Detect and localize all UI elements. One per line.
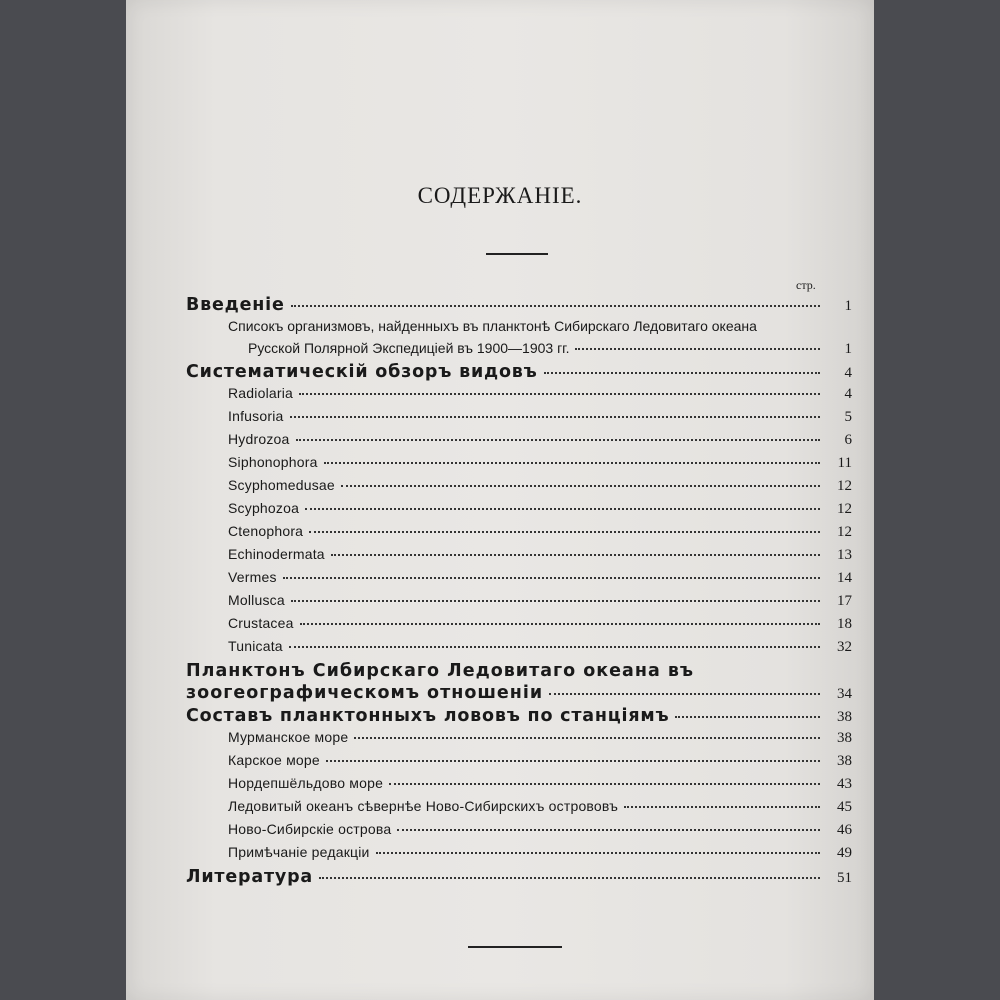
- toc-page-number: 46: [837, 822, 852, 838]
- toc-entry-text: Crustacea: [228, 615, 294, 631]
- toc-entry-echinodermata[interactable]: [186, 546, 852, 569]
- toc-page-number: 12: [837, 524, 852, 540]
- toc-entry-text: Scyphomedusae: [228, 477, 335, 493]
- dot-leader: [354, 737, 820, 739]
- toc-entry-text: Мурманское море: [228, 729, 349, 745]
- toc-page-number: 49: [837, 845, 852, 861]
- dot-leader: [376, 852, 820, 854]
- table-of-contents: [186, 295, 852, 890]
- toc-entry-text: Систематическій обзоръ видовъ: [186, 362, 538, 382]
- title-divider: [486, 253, 548, 255]
- toc-entry-scyphozoa[interactable]: [186, 500, 852, 523]
- toc-entry-text: Списокъ организмовъ, найденныхъ въ планктонѣ Сибирскаго Ледовитаго океана: [228, 318, 757, 334]
- toc-entry-plankton-zoogeography-line2[interactable]: [186, 683, 852, 706]
- toc-page-number: 5: [844, 409, 852, 425]
- toc-entry-text: Vermes: [228, 569, 277, 585]
- toc-page-number: 12: [837, 478, 852, 494]
- dot-leader: [319, 877, 820, 879]
- toc-entry-text: Mollusca: [228, 592, 285, 608]
- toc-entry-text: Примѣчаніе редакціи: [228, 844, 370, 860]
- toc-entry-text: Infusoria: [228, 408, 284, 424]
- bottom-divider: [468, 946, 562, 948]
- dot-leader: [544, 372, 820, 374]
- toc-entry-tunicata[interactable]: [186, 638, 852, 661]
- toc-entry-kara-sea[interactable]: [186, 752, 852, 775]
- toc-entry-text: Echinodermata: [228, 546, 325, 562]
- dot-leader: [289, 646, 820, 648]
- toc-entry-organism-list-line2[interactable]: [186, 340, 852, 362]
- dot-leader: [309, 531, 820, 533]
- toc-page-number: 6: [844, 432, 852, 448]
- toc-entry-scyphomedusae[interactable]: [186, 477, 852, 500]
- toc-page-number: 12: [837, 501, 852, 517]
- toc-entry-mollusca[interactable]: [186, 592, 852, 615]
- toc-entry-organism-list-line1[interactable]: [186, 318, 852, 340]
- page-title: СОДЕРЖАНІЕ.: [417, 183, 583, 208]
- toc-entry-infusoria[interactable]: [186, 408, 852, 431]
- toc-entry-plankton-zoogeography-line1[interactable]: [186, 661, 852, 683]
- toc-entry-crustacea[interactable]: [186, 615, 852, 638]
- toc-entry-text: Ново-Сибирскіе острова: [228, 821, 392, 837]
- dot-leader: [389, 783, 820, 785]
- toc-entry-text: Нордепшёльдово море: [228, 775, 384, 791]
- page-column-label: стр.: [796, 278, 816, 292]
- dot-leader: [291, 600, 820, 602]
- toc-entry-text: Литература: [186, 867, 314, 887]
- dot-leader: [397, 829, 820, 831]
- document-page: [126, 0, 874, 1000]
- toc-entry-systematic-review[interactable]: [186, 362, 852, 385]
- toc-page-number: 4: [844, 365, 852, 381]
- toc-entry-new-siberian-islands[interactable]: [186, 821, 852, 844]
- toc-entry-introduction[interactable]: [186, 295, 852, 318]
- toc-entry-text: Русской Полярной Экспедиціей въ 1900—1903 гг.: [248, 340, 570, 356]
- dot-leader: [299, 393, 820, 395]
- toc-page-number: 38: [837, 753, 852, 769]
- dot-leader: [291, 305, 820, 307]
- toc-page-number: 18: [837, 616, 852, 632]
- toc-entry-text: Hydrozoa: [228, 431, 290, 447]
- dot-leader: [290, 416, 821, 418]
- toc-entry-radiolaria[interactable]: [186, 385, 852, 408]
- toc-entry-ctenophora[interactable]: [186, 523, 852, 546]
- toc-entry-text: Введеніе: [186, 295, 285, 315]
- toc-entry-murmansk-sea[interactable]: [186, 729, 852, 752]
- dot-leader: [549, 693, 820, 695]
- toc-page-number: 1: [844, 341, 852, 357]
- dot-leader: [305, 508, 820, 510]
- dot-leader: [624, 806, 820, 808]
- toc-page-number: 45: [837, 799, 852, 815]
- toc-page-number: 11: [837, 455, 852, 471]
- toc-page-number: 13: [837, 547, 852, 563]
- dot-leader: [283, 577, 820, 579]
- dot-leader: [296, 439, 820, 441]
- dot-leader: [324, 462, 820, 464]
- toc-entry-nordenskiold-sea[interactable]: [186, 775, 852, 798]
- toc-entry-text: Карское море: [228, 752, 320, 768]
- toc-entry-literature[interactable]: [186, 867, 852, 890]
- toc-entry-vermes[interactable]: [186, 569, 852, 592]
- toc-page-number: 38: [837, 709, 852, 725]
- toc-entry-text: Tunicata: [228, 638, 283, 654]
- toc-entry-arctic-ocean-north[interactable]: [186, 798, 852, 821]
- dot-leader: [675, 716, 820, 718]
- toc-entry-hydrozoa[interactable]: [186, 431, 852, 454]
- dot-leader: [341, 485, 820, 487]
- toc-page-number: 4: [844, 386, 852, 402]
- toc-entry-text: Siphonophora: [228, 454, 318, 470]
- toc-page-number: 34: [837, 686, 852, 702]
- dot-leader: [326, 760, 820, 762]
- dot-leader: [300, 623, 820, 625]
- toc-page-number: 43: [837, 776, 852, 792]
- toc-page-number: 1: [844, 298, 852, 314]
- toc-entry-text: Radiolaria: [228, 385, 294, 401]
- toc-page-number: 38: [837, 730, 852, 746]
- toc-entry-siphonophora[interactable]: [186, 454, 852, 477]
- toc-entry-text: Планктонъ Сибирскаго Ледовитаго океана въ: [186, 661, 695, 681]
- toc-entry-editorial-note[interactable]: [186, 844, 852, 867]
- toc-page-number: 14: [837, 570, 852, 586]
- toc-page-number: 51: [837, 870, 852, 886]
- toc-page-number: 17: [837, 593, 852, 609]
- toc-entry-text: Составъ планктонныхъ лововъ по станціямъ: [186, 706, 670, 726]
- toc-entry-text: зоогеографическомъ отношеніи: [186, 683, 544, 703]
- dot-leader: [575, 348, 820, 350]
- toc-entry-text: Ctenophora: [228, 523, 304, 539]
- dot-leader: [331, 554, 820, 556]
- toc-page-number: 32: [837, 639, 852, 655]
- toc-entry-station-catches[interactable]: [186, 706, 852, 729]
- toc-entry-text: Ледовитый океанъ сѣвернѣе Ново-Сибирскихъ острововъ: [228, 798, 619, 814]
- toc-entry-text: Scyphozoa: [228, 500, 300, 516]
